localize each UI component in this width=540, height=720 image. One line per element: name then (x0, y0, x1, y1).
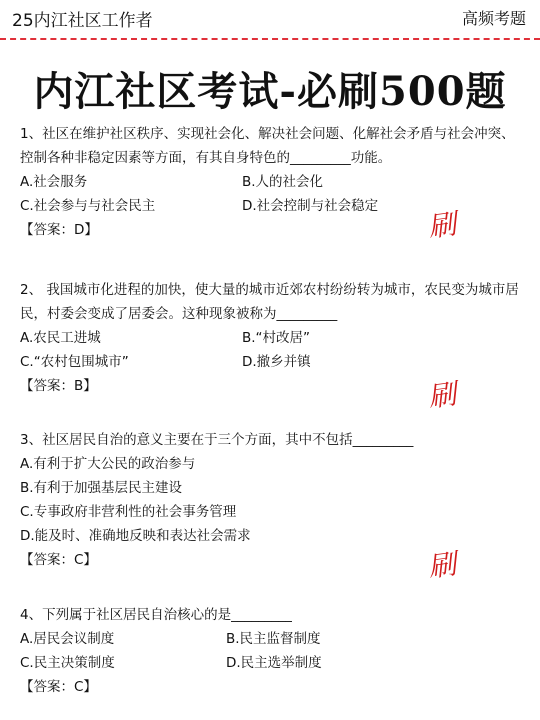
option-d: D.民主选举制度 (226, 655, 322, 671)
option-b: B.“村改居” (242, 330, 311, 346)
option-a: A.农民工进城 (20, 330, 101, 346)
answer-label: 【答案：D】 (20, 222, 98, 238)
question-text: 1、社区在维护社区秩序、实现社会化、解决社会问题、化解社会矛盾与社会冲突、控制各种非稳定因素等方面，有其自身特色的_________功能。 (20, 126, 515, 166)
options-row (20, 627, 525, 651)
options-row (20, 326, 525, 350)
question-4 (20, 603, 525, 699)
option-a: A.有利于扩大公民的政治参与 (20, 456, 196, 472)
option-c: C.“农村包围城市” (20, 354, 129, 370)
answer-label: 【答案：C】 (20, 552, 97, 568)
header-bar (0, 0, 540, 36)
options-row (20, 500, 525, 524)
brush-stamp: 刷 (426, 547, 459, 584)
option-d: D.能及时、准确地反映和表达社会需求 (20, 528, 251, 544)
brush-stamp: 刷 (426, 377, 459, 414)
option-d: D.撤乡并镇 (242, 354, 311, 370)
option-c: C.社会参与与社会民主 (20, 198, 156, 214)
options-row (20, 350, 525, 374)
option-d: D.社会控制与社会稳定 (242, 198, 379, 214)
option-a: A.社会服务 (20, 174, 88, 190)
question-text: 4、下列属于社区居民自治核心的是_________ (20, 607, 292, 623)
options-row (20, 170, 525, 194)
dashed-divider (0, 38, 540, 40)
option-b: B.民主监督制度 (226, 631, 321, 647)
options-row (20, 476, 525, 500)
answer-label: 【答案：C】 (20, 679, 97, 695)
option-a: A.居民会议制度 (20, 631, 115, 647)
options-row (20, 452, 525, 476)
option-c: C.民主决策制度 (20, 655, 115, 671)
answer-label: 【答案：B】 (20, 378, 97, 394)
option-b: B.人的社会化 (242, 174, 324, 190)
question-text: 2、 我国城市化进程的加快，使大量的城市近郊农村纷纷转为城市，农民变为城市居民，村委会变成了居委会。这种现象被称为_________ (20, 282, 519, 322)
options-row (20, 651, 525, 675)
option-c: C.专事政府非营利性的社会事务管理 (20, 504, 237, 520)
option-b: B.有利于加强基层民主建设 (20, 480, 183, 496)
header-right-label: 高频考题 (461, 9, 526, 28)
brush-stamp: 刷 (426, 207, 459, 244)
question-text: 3、社区居民自治的意义主要在于三个方面，其中不包括_________ (20, 432, 414, 448)
header-left-title: 25内江社区工作者 (12, 11, 153, 31)
page-title: 内江社区考试-必刷500题 (33, 68, 507, 115)
